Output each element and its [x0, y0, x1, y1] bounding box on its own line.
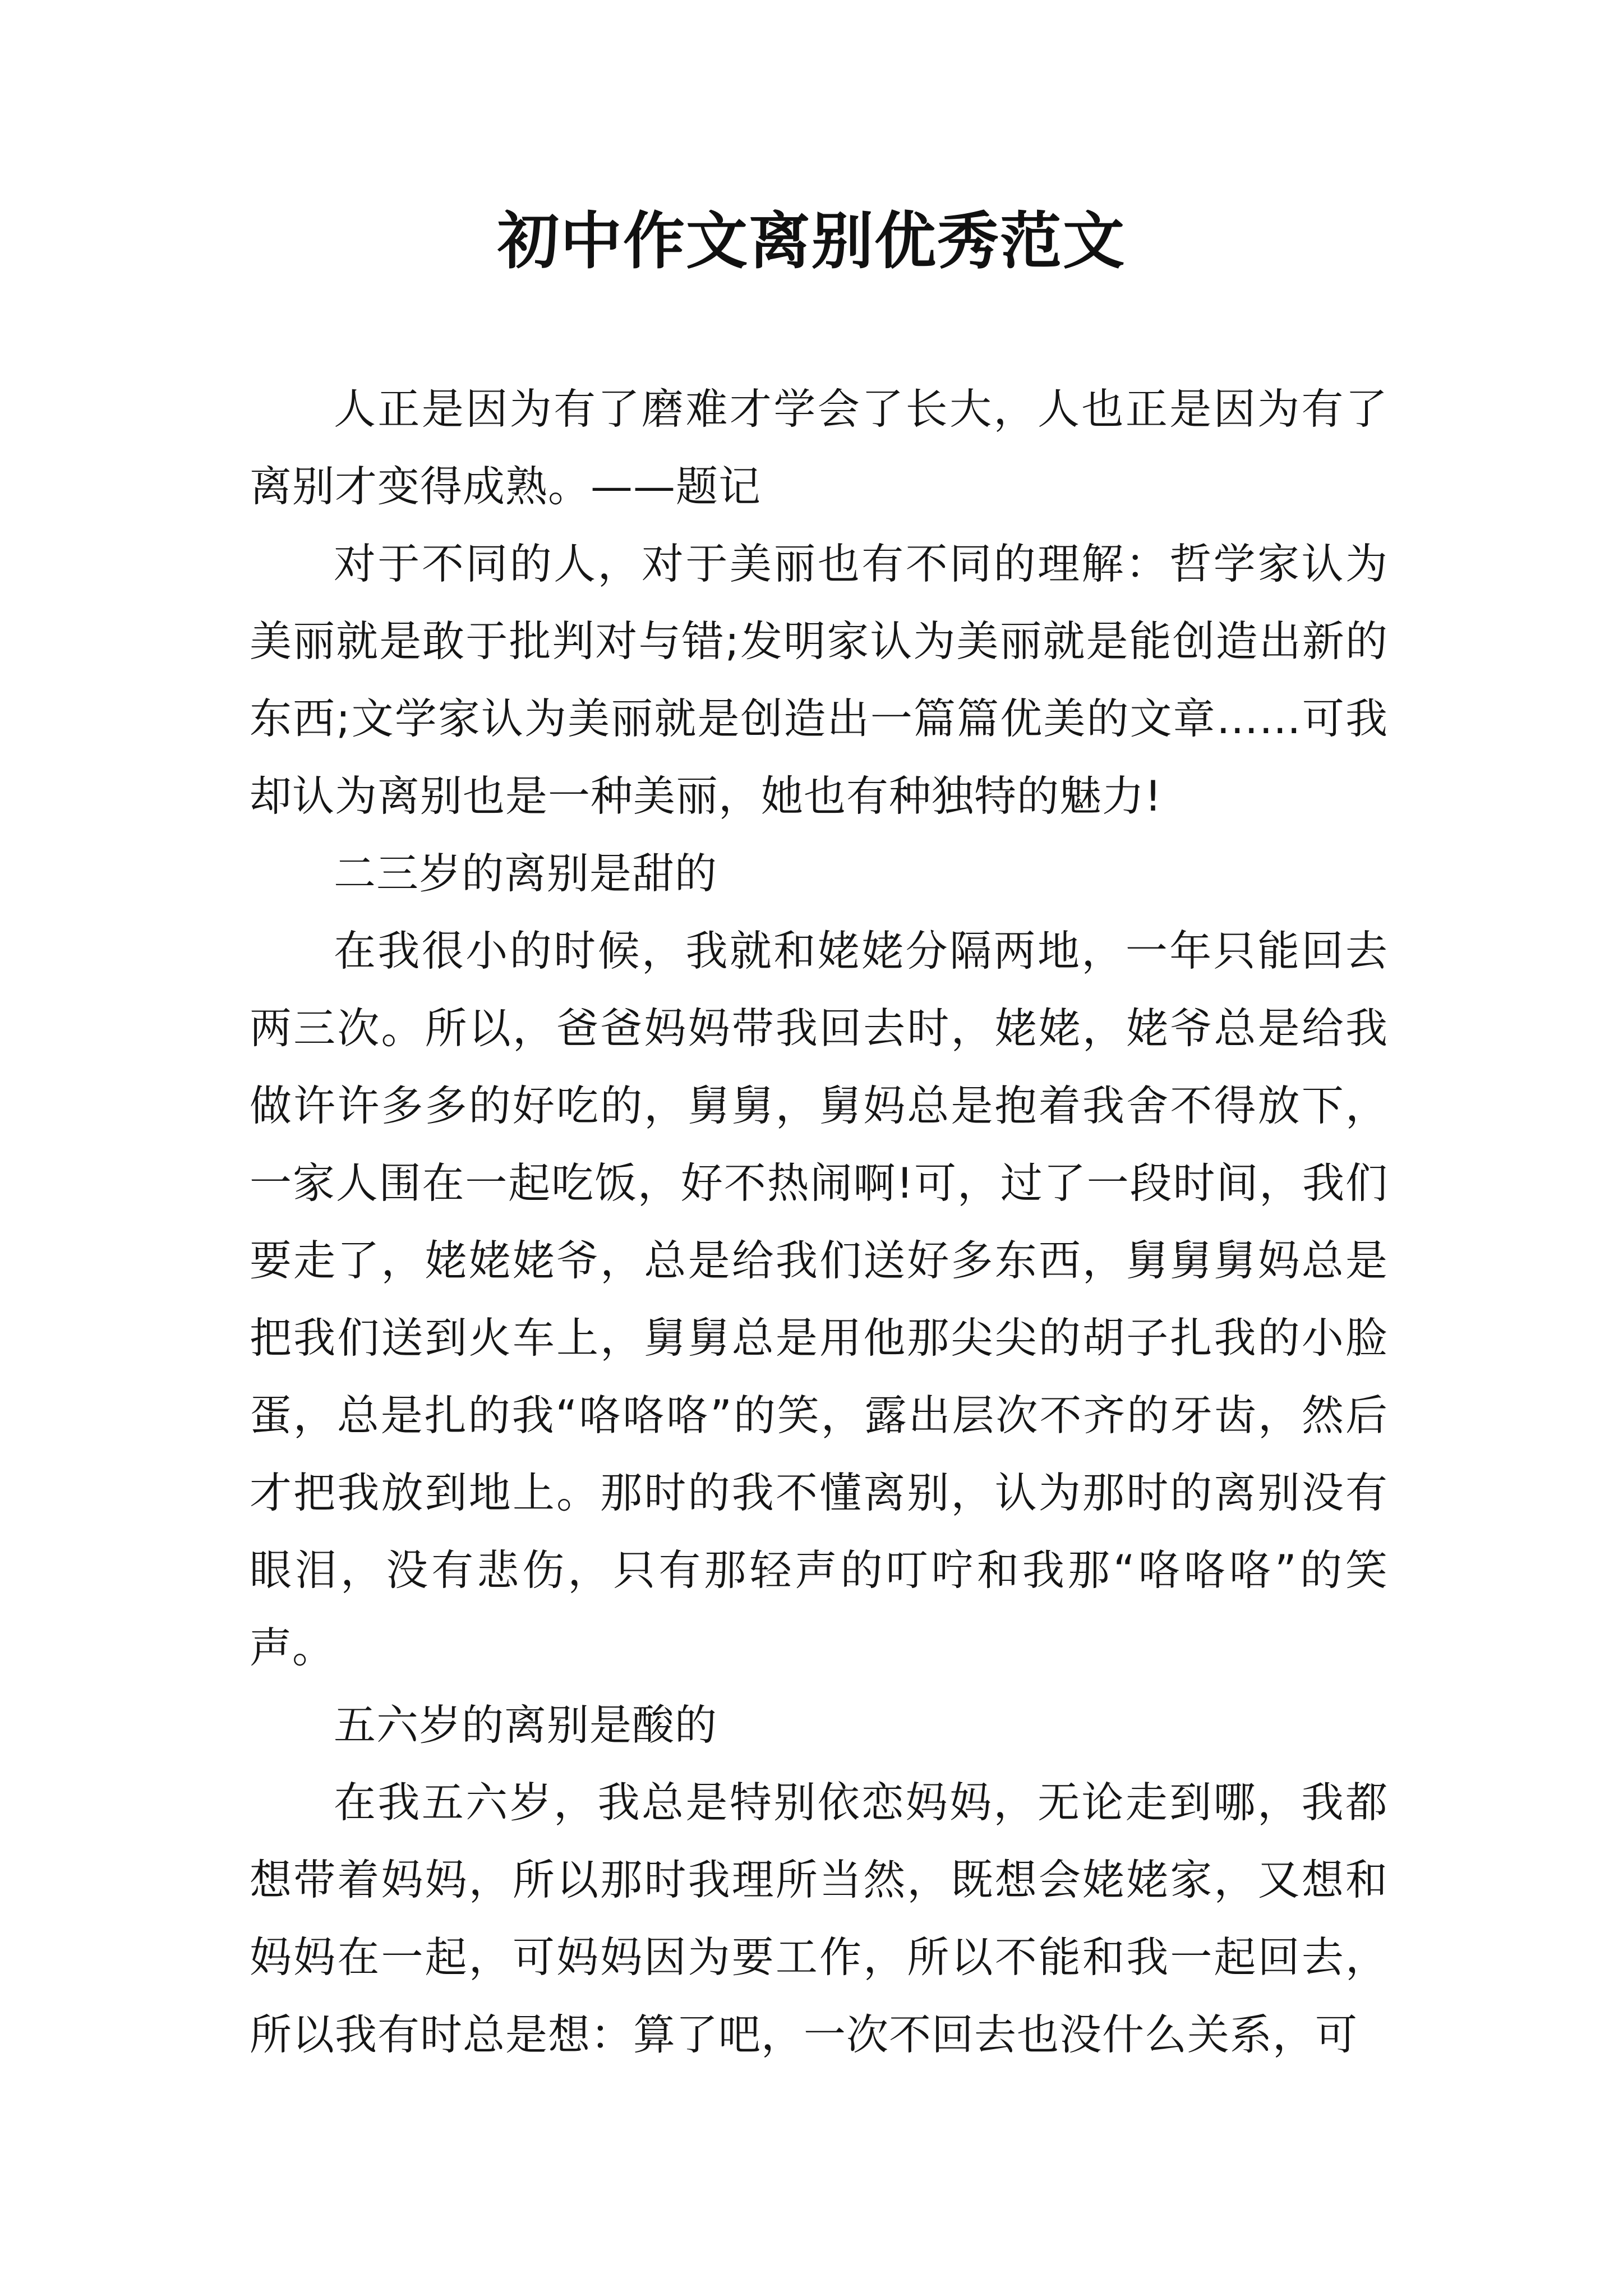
- document-body: [250, 370, 1388, 2073]
- section-heading-age-two-three: 二三岁的离别是甜的: [334, 849, 718, 898]
- document-title: 初中作文离别优秀范文: [497, 205, 1126, 277]
- paragraph-epigraph: 人正是因为有了磨难才学会了长大，人也正是因为有了离别才变得成熟。——题记: [250, 384, 1388, 511]
- paragraph-intro: 对于不同的人，对于美丽也有不同的理解：哲学家认为美丽就是敢于批判对与错;发明家认为美丽就是能创造出新的东西;文学家认为美丽就是创造出一篇篇优美的文章……可我却认为离别也是一种美丽，她也有种独特的魅力!: [250, 539, 1388, 821]
- paragraph-age-five-six: 在我五六岁，我总是特别依恋妈妈，无论走到哪，我都想带着妈妈，所以那时我理所当然，既想会姥姥家，又想和妈妈在一起，可妈妈因为要工作，所以不能和我一起回去，所以我有时总是想：算了吧，一次不回去也没什么关系，可: [250, 1778, 1388, 2059]
- section-heading-age-five-six: 五六岁的离别是酸的: [334, 1700, 718, 1750]
- paragraph-age-two-three: 在我很小的时候，我就和姥姥分隔两地，一年只能回去两三次。所以，爸爸妈妈带我回去时，姥姥，姥爷总是给我做许许多多的好吃的，舅舅，舅妈总是抱着我舍不得放下，一家人围在一起吃饭，好不热闹啊!可，过了一段时间，我们要走了，姥姥姥爷，总是给我们送好多东西，舅舅舅妈总是把我们送到火车上，舅舅总是用他那尖尖的胡子扎我的小脸蛋，总是扎的我“咯咯咯”的笑，露出层次不齐的牙齿，然后才把我放到地上。那时的我不懂离别，认为那时的离别没有眼泪，没有悲伤，只有那轻声的叮咛和我那“咯咯咯”的笑声。: [250, 926, 1388, 1672]
